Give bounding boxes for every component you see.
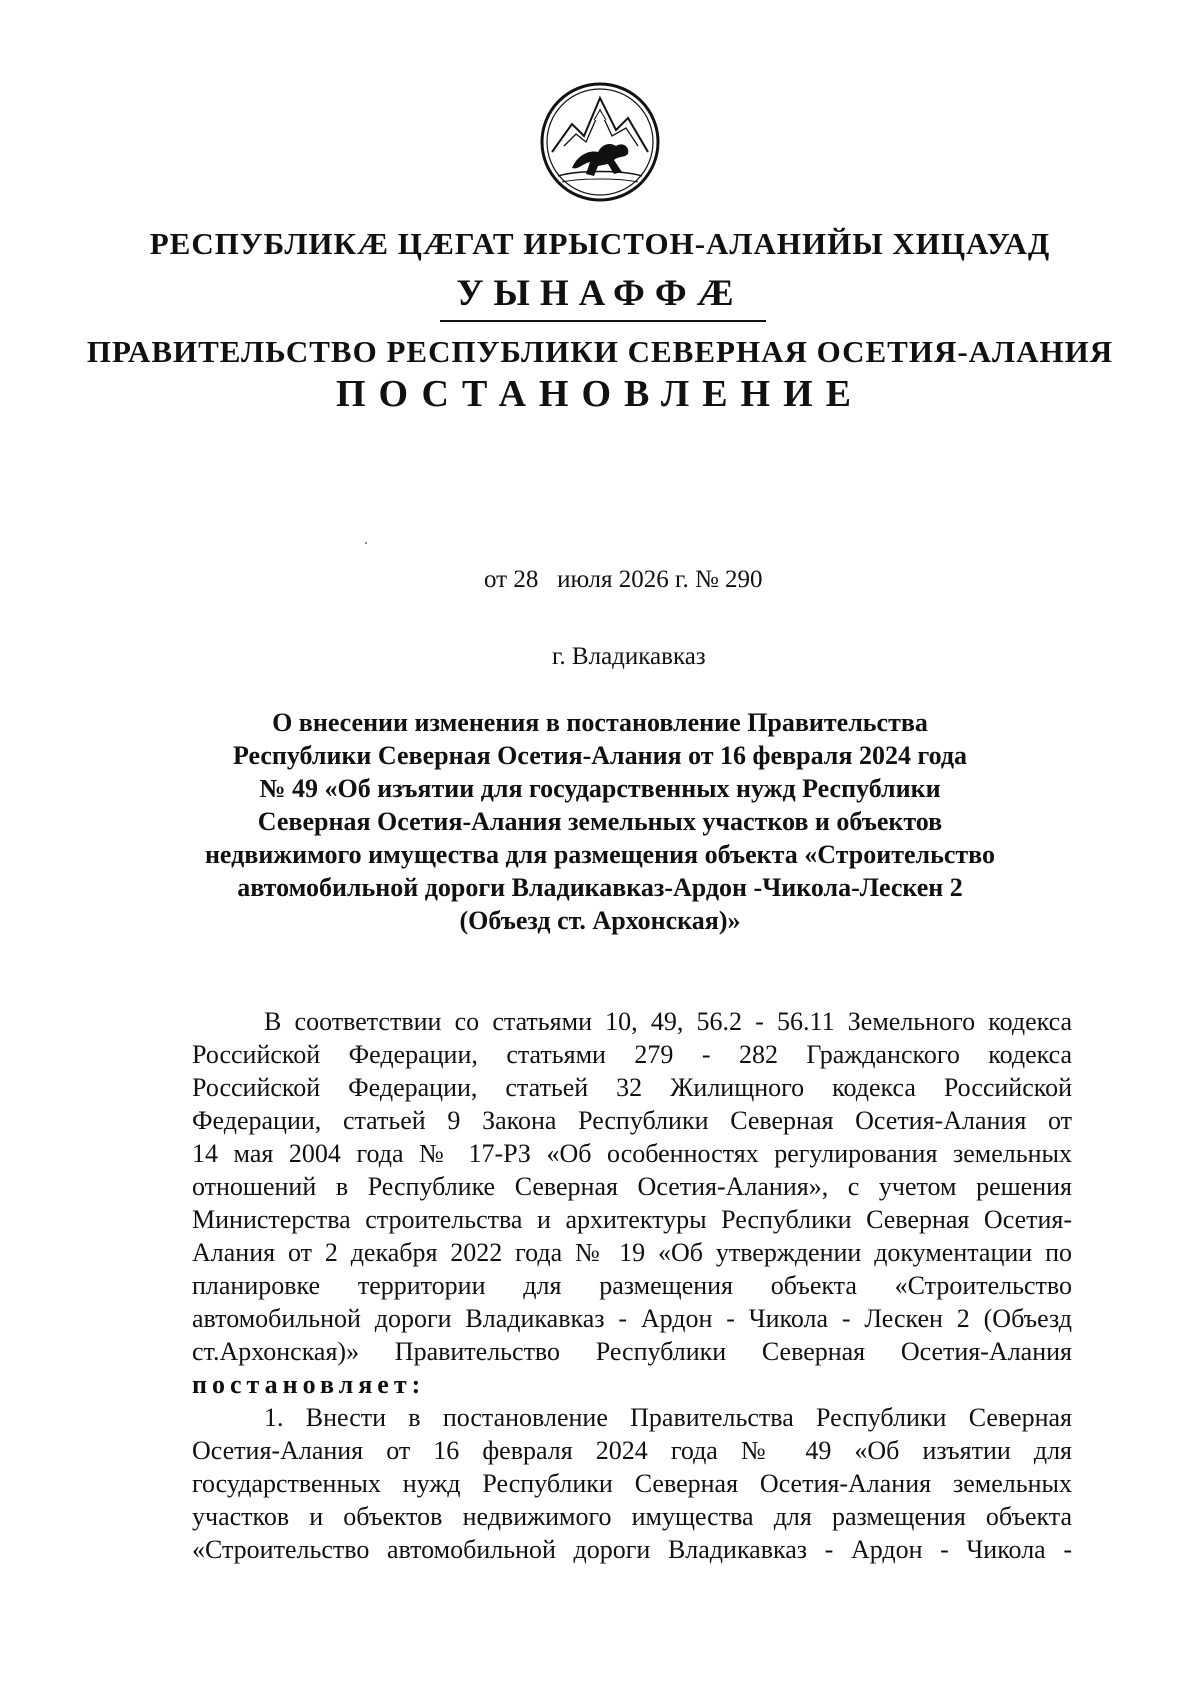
coat-of-arms-emblem [538,80,662,204]
preamble-line: автомобильной дороги Владикавказ - Ардон - Чикола - Лескен 2 (Объезд [192,1304,1072,1333]
preamble-line: Российской Федерации, статьями 279 - 282 Гражданского кодекса [192,1040,1072,1069]
scan-dot [365,542,367,544]
item1-line: Осетия-Алания от 16 февраля 2024 года № 49 «Об изъятии для [192,1436,1072,1465]
ossetian-document-type: УЫНАФФÆ [456,273,744,314]
title-line: № 49 «Об изъятии для государственных нужд Республики [259,774,941,803]
item1-line: «Строительство автомобильной дороги Владикавказ - Ардон - Чикола - [192,1535,1072,1564]
russian-document-type: ПОСТАНОВЛЕНИЕ [335,373,865,415]
preamble-line: Алания от 2 декабря 2022 года № 19 «Об утверждении документации по [192,1238,1072,1267]
title-line: Республики Северная Осетия-Алания от 16 февраля 2024 года [232,741,968,770]
title-line: Северная Осетия-Алания земельных участков и объектов [257,807,943,836]
document-date-number: от 28 июля 2026 г. № 290 [484,566,763,593]
heading-underline [440,320,766,322]
item1-line: 1. Внести в постановление Правительства Республики Северная [264,1403,1072,1432]
decree-word: постановляет: [192,1370,426,1399]
document-title [150,706,1050,937]
title-line: автомобильной дороги Владикавказ-Ардон -Чикола-Лескен 2 [237,873,963,902]
preamble-line: В соответствии со статьями 10, 49, 56.2 - 56.11 Земельного кодекса [264,1007,1072,1036]
title-line: (Объезд ст. Архонская)» [459,906,741,935]
preamble-line: отношений в Республике Северная Осетия-Алания», с учетом решения [192,1172,1072,1201]
preamble-line: Российской Федерации, статьей 32 Жилищного кодекса Российской [192,1073,1072,1102]
item1-line: участков и объектов недвижимого имущества для размещения объекта [192,1502,1072,1531]
preamble-line: ст.Архонская)» Правительство Республики Северная Осетия-Алания [192,1337,1072,1366]
item1-line: государственных нужд Республики Северная Осетия-Алания земельных [192,1469,1072,1498]
russian-government-heading: ПРАВИТЕЛЬСТВО РЕСПУБЛИКИ СЕВЕРНАЯ ОСЕТИЯ-АЛАНИЯ [86,334,1114,369]
ossetian-government-heading: РЕСПУБЛИКÆ ЦÆГАТ ИРЫСТОН-АЛАНИЙЫ ХИЦАУАД [149,226,1051,261]
preamble-line: 14 мая 2004 года № 17-РЗ «Об особенностях регулирования земельных [192,1139,1072,1168]
preamble-line: Федерации, статьей 9 Закона Республики Северная Осетия-Алания от [192,1106,1072,1135]
preamble-line: планировке территории для размещения объекта «Строительство [192,1271,1072,1300]
title-line: недвижимого имущества для размещения объекта «Строительство [204,840,996,869]
title-line: О внесении изменения в постановление Правительства [272,708,928,737]
document-body [192,1005,1072,1566]
preamble-line: Министерства строительства и архитектуры Республики Северная Осетия- [192,1205,1072,1234]
document-city: г. Владикавказ [552,643,706,670]
